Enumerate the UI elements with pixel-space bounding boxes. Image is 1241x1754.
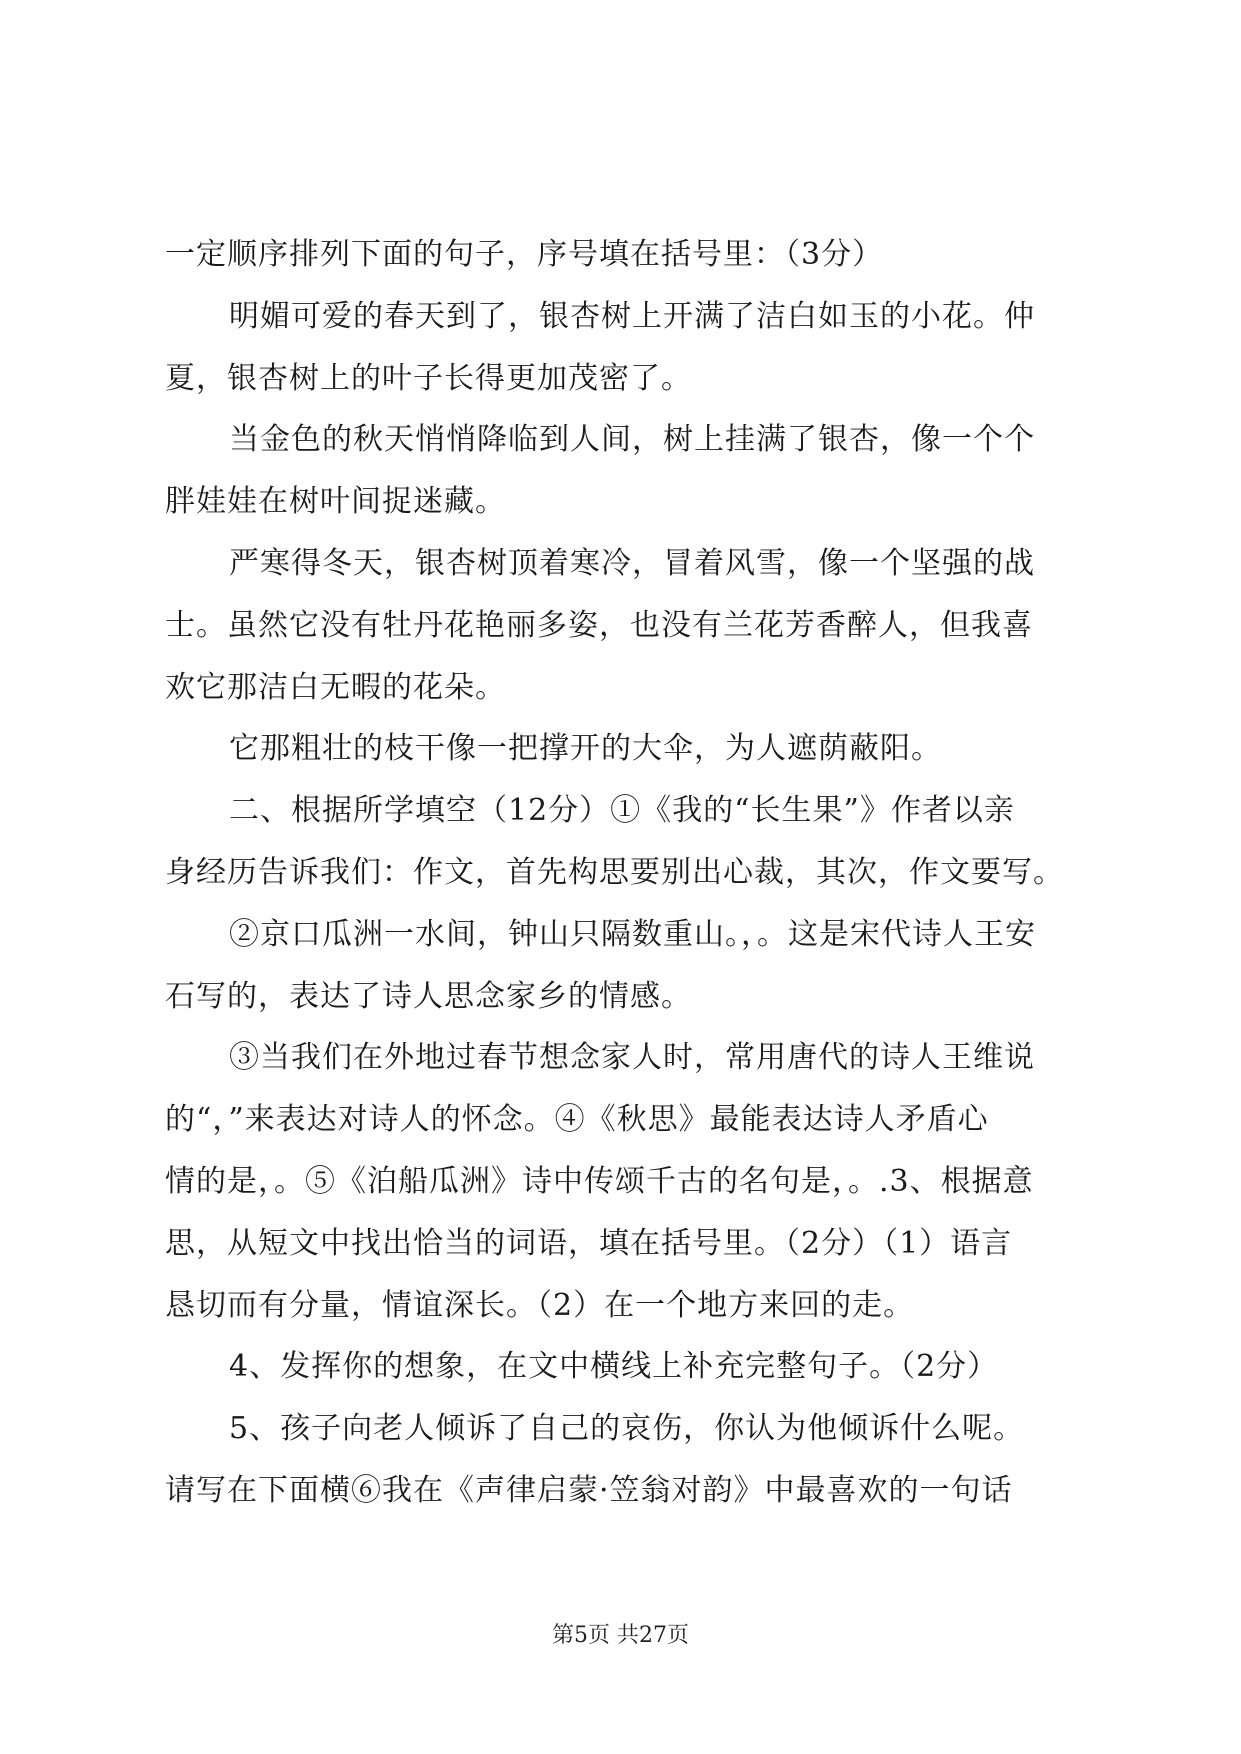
text-line: 严寒得冬天，银杏树顶着寒冷，冒着风雪，像一个坚强的战 [229,545,1035,581]
text-line: ②京口瓜洲一水间，钟山只隔数重山。，。这是宋代诗人王安 [229,916,1036,952]
body-text [165,224,1085,1522]
text-line: 二、根据所学填空（12分）①《我的“长生果”》作者以亲 [229,793,1015,829]
page-number-footer: 第5页 共27页 [552,1623,689,1648]
text-line: 情的是，。⑤《泊船瓜洲》诗中传颂千古的名句是，。.3、根据意 [165,1163,1034,1199]
text-line: 欢它那洁白无暇的花朵。 [165,669,506,705]
text-line: 一定顺序排列下面的句子，序号填在括号里：（3分） [165,237,884,272]
text-line: 的“，”来表达对诗人的怀念。④《秋思》最能表达诗人矛盾心 [165,1102,989,1138]
text-line: 身经历告诉我们：作文，首先构思要别出心裁，其次，作文要写。 [165,854,1064,890]
text-line: ③当我们在外地过春节想念家人时，常用唐代的诗人王维说 [229,1040,1035,1076]
text-line: 4、发挥你的想象，在文中横线上补充完整句子。（2分） [229,1349,999,1385]
text-line: 恳切而有分量，情谊深长。（2）在一个地方来回的走。 [165,1287,915,1323]
text-line: 请写在下面横⑥我在《声律启蒙·笠翁对韵》中最喜欢的一句话 [165,1472,1013,1508]
text-line: 夏，银杏树上的叶子长得更加茂密了。 [165,360,692,396]
text-line: 胖娃娃在树叶间捉迷藏。 [165,484,506,520]
text-line: 石写的，表达了诗人思念家乡的情感。 [165,978,692,1014]
text-line: 它那粗壮的枝干像一把撑开的大伞，为人遮荫蔽阳。 [229,731,942,767]
text-line: 明媚可爱的春天到了，银杏树上开满了洁白如玉的小花。仲 [229,298,1035,334]
text-line: 当金色的秋天悄悄降临到人间，树上挂满了银杏，像一个个 [229,422,1035,458]
text-line: 士。虽然它没有牡丹花艳丽多姿，也没有兰花芳香醉人，但我喜 [165,607,1033,643]
text-line: 5、孩子向老人倾诉了自己的哀伤，你认为他倾诉什么呢。 [229,1411,1025,1447]
text-line: 思，从短文中找出恰当的词语，填在括号里。（2分）（1）语言 [165,1225,1013,1261]
